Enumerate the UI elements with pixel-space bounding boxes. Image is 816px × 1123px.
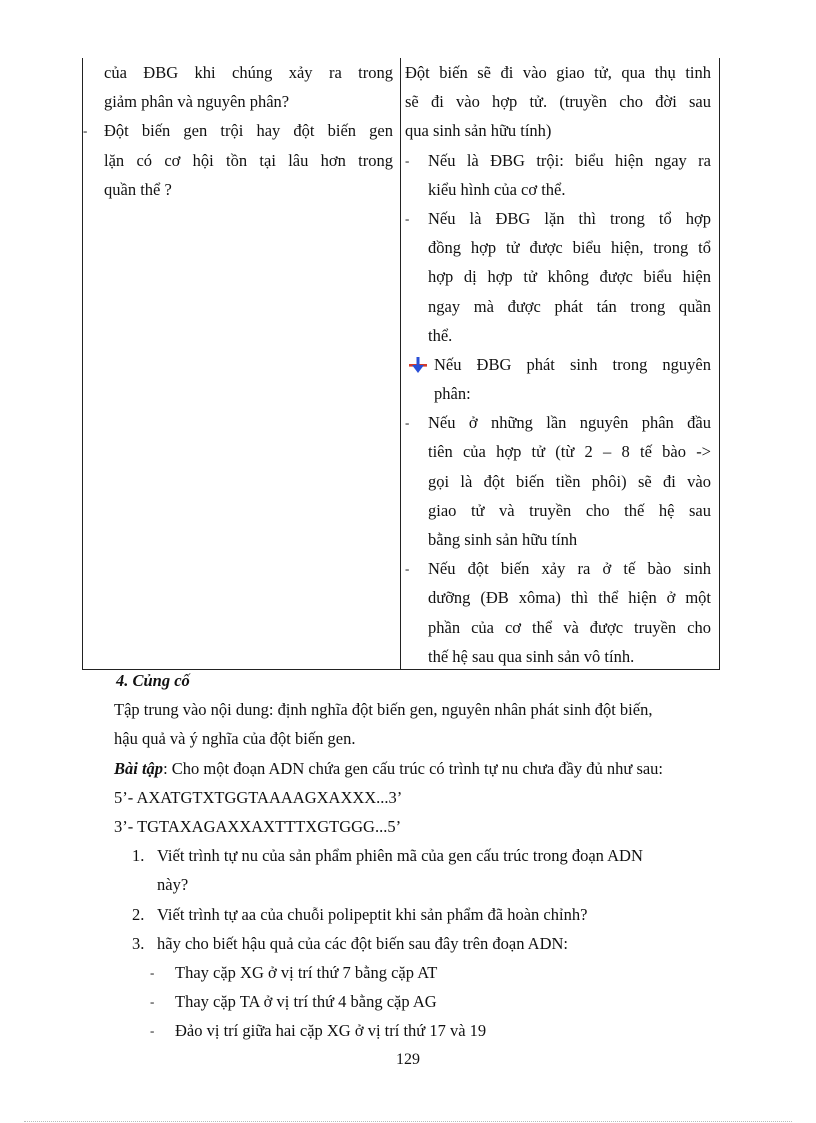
right-line: phân:	[434, 384, 471, 404]
dash-bullet: -	[150, 1023, 155, 1039]
right-line: đồng hợp tử được biểu hiện, trong tổ	[428, 238, 711, 258]
right-line: bằng sinh sản hữu tính	[428, 530, 578, 549]
right-line: dưỡng (ĐB xôma) thì thể hiện ở một	[428, 588, 711, 608]
exercise-line	[114, 754, 758, 783]
sub-item-text: Thay cặp XG ở vị trí thứ 7 bằng cặp AT	[175, 962, 438, 982]
question-3	[114, 929, 758, 958]
right-bullet-line	[405, 408, 711, 437]
left-line: lặn có cơ hội tồn tại lâu hơn trong	[104, 150, 393, 170]
right-line: ngay mà được phát tán trong quần	[428, 296, 711, 316]
right-line: thể.	[428, 325, 453, 345]
exercise-label: Bài tập	[114, 758, 164, 778]
right-line: phần của cơ thể và được truyền cho	[428, 617, 711, 637]
right-bullet-line	[405, 146, 711, 175]
left-line: của ĐBG khi chúng xảy ra trong	[104, 63, 393, 82]
right-line: kiểu hình của cơ thể.	[428, 179, 566, 199]
question-number: 3.	[132, 933, 145, 953]
question-1	[114, 841, 758, 870]
dash-bullet: -	[405, 210, 410, 226]
dash-bullet: -	[150, 964, 155, 980]
sub-item	[114, 987, 758, 1016]
dna-sequence-5-3: 5’- AXATGTXTGGTAAAAGXAXXX...3’	[114, 787, 403, 807]
right-line: thế hệ sau qua sinh sản vô tính.	[428, 646, 635, 666]
section-heading: 4. Củng cố	[116, 671, 190, 690]
page-number: 129	[396, 1051, 420, 1068]
dash-bullet: -	[150, 994, 155, 1010]
table-right-column	[405, 58, 711, 671]
arrow-down-bullet-icon	[409, 357, 427, 373]
right-line: sẽ đi vào hợp tử. (truyền cho đời sau	[405, 92, 711, 112]
sub-item	[114, 958, 758, 987]
question-text: này?	[157, 875, 189, 895]
right-bullet-line	[405, 554, 711, 583]
right-line: qua sinh sản hữu tính)	[405, 121, 552, 141]
question-text: Viết trình tự aa của chuỗi polipeptit khi sản phẩm đã hoàn chỉnh?	[157, 904, 588, 924]
right-line: Nếu là ĐBG lặn thì trong tổ hợp	[428, 208, 711, 228]
left-line: Đột biến gen trội hay đột biến gen	[104, 121, 393, 141]
sub-item-text: Đảo vị trí giữa hai cặp XG ở vị trí thứ 17 và 19	[175, 1021, 487, 1041]
right-line: hợp dị hợp tử không được biểu hiện	[428, 267, 711, 287]
table-column-divider	[400, 58, 401, 669]
paragraph-line: hậu quả và ý nghĩa của đột biến gen.	[114, 729, 356, 749]
question-text: hãy cho biết hậu quả của các đột biến sau đây trên đoạn ADN:	[157, 933, 568, 953]
right-arrow-bullet-line	[405, 350, 711, 379]
section-body	[114, 666, 758, 1045]
dash-bullet: -	[83, 123, 88, 139]
right-line: Nếu đột biến xảy ra ở tế bào sinh	[428, 559, 711, 579]
right-line: gọi là đột biến tiền phôi) sẽ đi vào	[428, 471, 711, 491]
table-left-column	[83, 58, 393, 204]
left-bullet-line	[83, 116, 393, 145]
page-bottom-divider	[24, 1121, 792, 1122]
right-line: Đột biến sẽ đi vào giao tử, qua thụ tinh	[405, 63, 711, 82]
left-line: giảm phân và nguyên phân?	[104, 92, 290, 112]
right-line: Nếu ĐBG phát sinh trong nguyên	[434, 354, 711, 374]
right-bullet-line	[405, 204, 711, 233]
dash-bullet: -	[405, 152, 410, 168]
right-line: giao tử và truyền cho thế hệ sau	[428, 500, 711, 520]
question-text: Viết trình tự nu của sản phẩm phiên mã của gen cấu trúc trong đoạn ADN	[157, 846, 643, 866]
right-line: tiên của hợp tử (từ 2 – 8 tế bào ->	[428, 442, 711, 462]
right-line: Nếu là ĐBG trội: biểu hiện ngay ra	[428, 150, 711, 170]
dna-sequence-3-5: 3’- TGTAXAGAXXAXTTTXGTGGG...5’	[114, 816, 402, 836]
exercise-text: : Cho một đoạn ADN chứa gen cấu trúc có trình tự nu chưa đầy đủ như sau:	[163, 758, 664, 778]
question-2	[114, 900, 758, 929]
question-number: 2.	[132, 904, 145, 924]
dash-bullet: -	[405, 415, 410, 431]
sub-item	[114, 1016, 758, 1045]
paragraph-line: Tập trung vào nội dung: định nghĩa đột biến gen, nguyên nhân phát sinh đột biến,	[114, 700, 653, 720]
right-line: Nếu ở những lần nguyên phân đầu	[428, 413, 711, 433]
sub-item-text: Thay cặp TA ở vị trí thứ 4 bằng cặp AG	[175, 992, 437, 1012]
question-number: 1.	[132, 846, 145, 866]
left-line: quần thể ?	[104, 179, 172, 199]
dash-bullet: -	[405, 561, 410, 577]
